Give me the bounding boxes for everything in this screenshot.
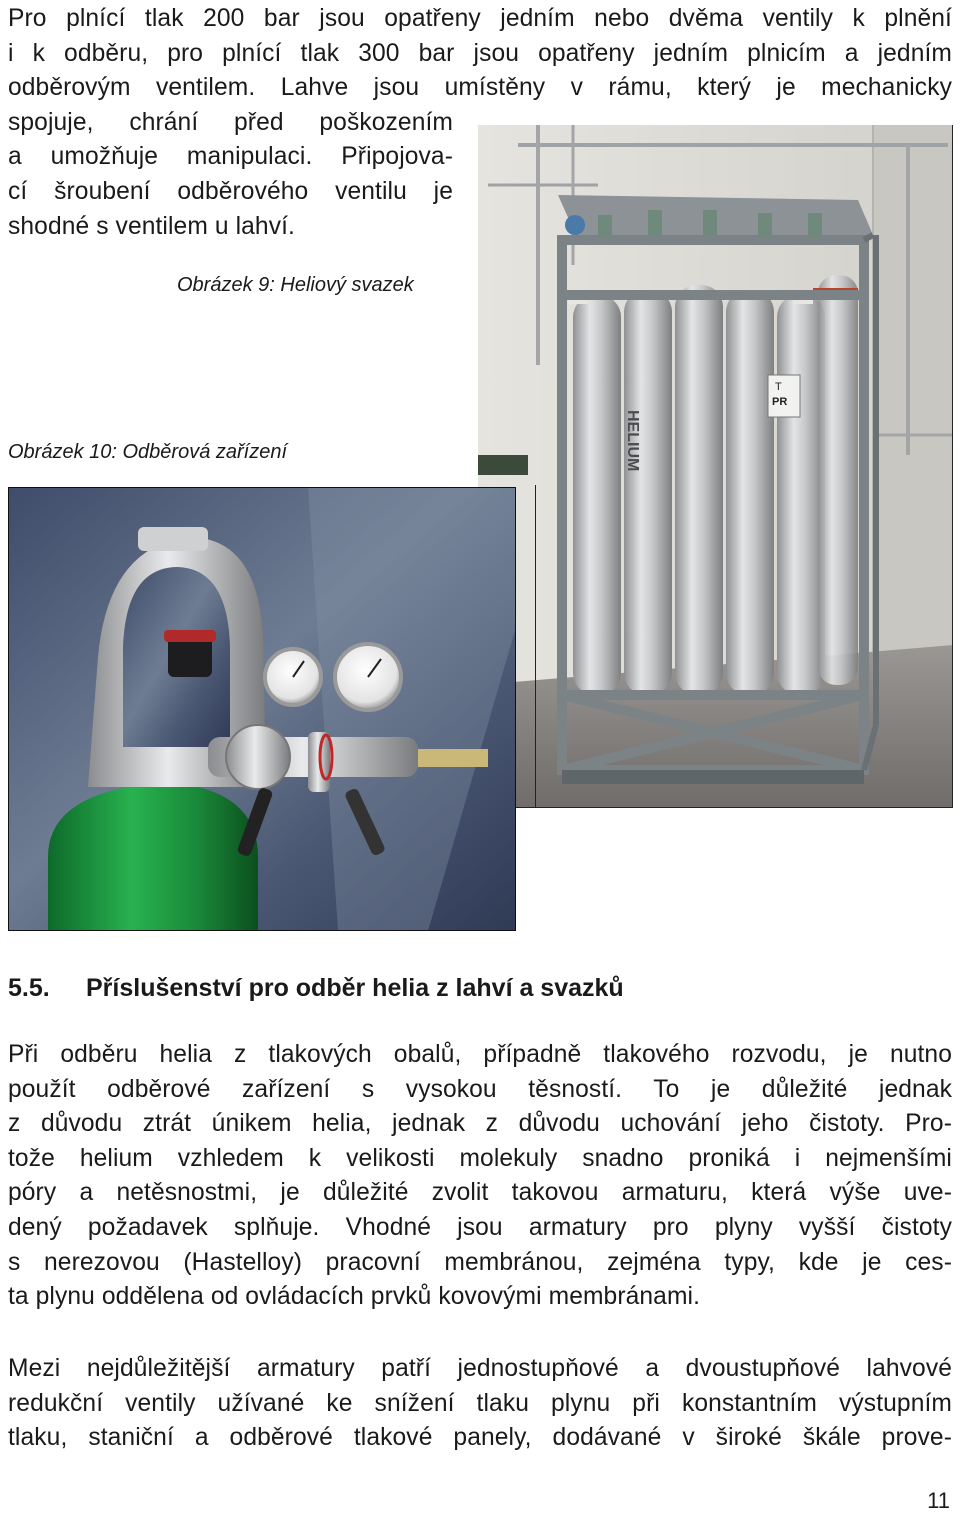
- body-paragraph-1: [8, 1038, 952, 1315]
- paragraph-line: Mezi nejdůležitější armatury patří jednostupňové a dvoustupňové lahvové: [8, 1355, 952, 1382]
- intro-line: a umožňuje manipulaci. Připojova-: [8, 143, 453, 171]
- figure9-caption: Obrázek 9: Heliový svazek: [177, 274, 414, 296]
- section-number: 5.5.: [8, 974, 50, 1002]
- cylinder-label-text: HELIUM: [624, 410, 641, 472]
- tag-top-text: T: [775, 381, 782, 393]
- paragraph-line: redukční ventily užívané ke snížení tlaku plynu při konstantním výstupním: [8, 1389, 952, 1417]
- paragraph-line: dený požadavek splňuje. Vhodné jsou armatury pro plyny vyšší čistoty: [8, 1213, 952, 1241]
- page-number: 11: [927, 1488, 950, 1513]
- section-title: Příslušenství pro odběr helia z lahví a svazků: [86, 974, 624, 1002]
- figure9-helium-bundle-photo: [478, 125, 953, 808]
- paragraph-line: tlaku, staniční a odběrové tlakové panely, dodávané v široké škále prove-: [8, 1424, 952, 1452]
- intro-line: shodné s ventilem u lahví.: [8, 212, 295, 240]
- intro-line: Pro plnící tlak 200 bar jsou opatřeny jedním nebo dvěma ventily k plnění: [8, 5, 952, 32]
- paragraph-line: použít odběrové zařízení s vysokou těsností. To je důležité jednak: [8, 1075, 952, 1103]
- body-paragraph-2: [8, 1352, 952, 1456]
- paragraph-line: Při odběru helia z tlakových obalů, případně tlakového rozvodu, je nutno: [8, 1041, 952, 1068]
- intro-line: i k odběru, pro plnící tlak 300 bar jsou opatřeny jedním plnicím a jedním: [8, 39, 952, 67]
- tag-text: PR: [772, 396, 788, 408]
- figure10-caption: Obrázek 10: Odběrová zařízení: [8, 441, 288, 463]
- paragraph-line: s nerezovou (Hastelloy) pracovní membránou, zejména typy, kde je ces-: [8, 1248, 952, 1276]
- intro-line: odběrovým ventilem. Lahve jsou umístěny v rámu, který je mechanicky: [8, 74, 952, 102]
- figure10-regulator-photo: [8, 487, 516, 931]
- paragraph-line: ta plynu oddělena od ovládacích prvků kovovými membránami.: [8, 1283, 701, 1311]
- paragraph-line: tože helium vzhledem k velikosti molekuly snadno proniká i nejmenšími: [8, 1144, 952, 1172]
- paragraph-line: póry a netěsnostmi, je důležité zvolit takovou armaturu, která výše uve-: [8, 1179, 952, 1207]
- intro-line: cí šroubení odběrového ventilu je: [8, 177, 453, 205]
- paragraph-line: z důvodu ztrát únikem helia, jednak z důvodu uchování jeho čistoty. Pro-: [8, 1110, 952, 1138]
- intro-line: spojuje, chrání před poškozením: [8, 108, 453, 136]
